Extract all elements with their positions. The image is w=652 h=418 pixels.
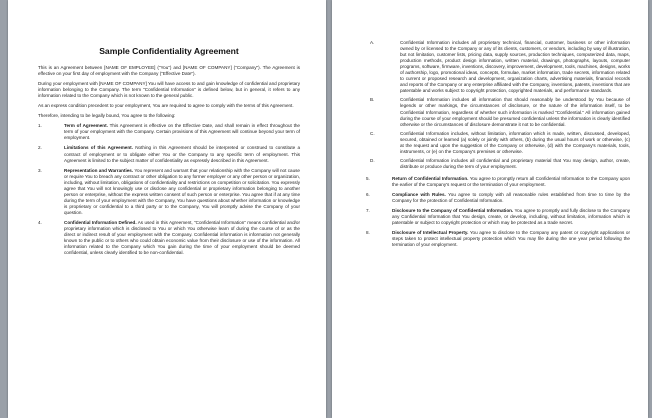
clause-text: You agree to promptly and fully disclose to the Company any Confidential Information that You design, create, or develop, including, without limitation, information which is patentable or subject to copyright protection or which may be protected as a trade secret. bbox=[392, 208, 631, 226]
subclause-letter: A. bbox=[370, 40, 375, 45]
clause-4 bbox=[38, 220, 300, 256]
clause-heading: Compliance with Rules. bbox=[392, 192, 446, 198]
document-page-2 bbox=[332, 0, 648, 418]
clause-8 bbox=[366, 230, 630, 248]
subclause-d bbox=[370, 158, 630, 170]
clause-number: 6. bbox=[366, 192, 370, 198]
clause-1 bbox=[38, 123, 300, 141]
clause-text: This Agreement is effective on the Effective Date, and shall remain in effect throughout the term of your employment with the Company. Certain provisions of this Agreement will continue beyond your term of employment. bbox=[64, 123, 300, 141]
subclause-c bbox=[370, 131, 630, 155]
clause-text: As used in this Agreement, "Confidential Information" means confidential and/or proprietary information which is disclosed to You or which You otherwise learn of during the course of or as the direct or indirect result of your employment with the Company. Confidential information is information not generally known to the public or to others who could obtain economic value from their disclosure or use of the information. All information related to the Company which You gain during the time of your employment should be deemed confidential, unless clearly identified to be non-confidential. bbox=[64, 219, 300, 256]
subclause-text: Confidential Information includes, without limitation, information which is made, written, discussed, developed, secured, obtained or learned (a) solely or jointly with others, (b) during the usual hours of work or otherwise, (c) at the request and upon the suggestion of the Company or otherwise, (d) with the Company's materials, tools, instruments, or (e) on the Company's premises or otherwise. bbox=[400, 130, 630, 154]
clause-heading: Term of Agreement. bbox=[64, 123, 108, 129]
clause-heading: Confidential Information Defined. bbox=[64, 219, 137, 225]
clause-heading: Representation and Warranties. bbox=[64, 167, 134, 173]
clause-7 bbox=[366, 208, 630, 226]
intro-paragraph: This is an Agreement between [NAME OF EMPLOYEE] ("You") and [NAME OF COMPANY] ("Company"). The Agreement is effective on your first day of employment with the Company ("Effective Date"). bbox=[38, 65, 300, 77]
clause-5 bbox=[366, 176, 630, 188]
clause-3 bbox=[38, 168, 300, 216]
clause-number: 8. bbox=[366, 230, 370, 236]
clause-2 bbox=[38, 145, 300, 163]
clause-heading: Disclosure to the Company of Confidential Information. bbox=[392, 208, 514, 214]
clause-heading: Limitations of this Agreement. bbox=[64, 145, 133, 151]
clause-text: You agree to comply with all reasonable rules established from time to time by the Company for the protection of Confidential Information. bbox=[392, 192, 631, 204]
clause-text: You represent and warrant that your relationship with the Company will not cause or require You to breach any contract or other obligation to any former employer or any other person or organization, including, without limitation, obligations of confidentiality and restrictions on competition or solicitation. You expressly agree that You will not knowingly use or disclose any confidential or proprietary information belonging to another person or enterprise, without the express written consent of such person or enterprise. You agree that if at any time during the term of your employment with the Company, You have questions about whether information or knowledge is proprietary or confidential to a third party or to the Company, You will promptly advise the Company of your question. bbox=[64, 167, 300, 215]
clause-number: 7. bbox=[366, 208, 370, 214]
subclause-text: Confidential Information includes all confidential and proprietary material that You may design, author, create, distribute or produce during the term of your employment. bbox=[400, 157, 630, 169]
subclause-text: Confidential Information includes all proprietary technical, financial, customer, business or other information owned by or licensed to the Company or any of its clients, customers, or vendors, including by way of illustration, but not limitation, customer lists, pricing data, supply sources, production techniques, computerized data, maps, production methods, product design information, written material, drawings, photographs, layouts, computer programs, software, firmware, inventions, discovery, improvement, development, tools, machines, designs, works of authorship, logo, promotional ideas, concepts, formulae, market information, trade secrets, information related to current or proposed research and development, organization charts, advertising materials, financial records and reports of the Company or any enterprise affiliated with the Company, inventions, patents, inventions that are patentable and works subject to copyright protection, copyrighted materials, and performance standards. bbox=[400, 40, 630, 94]
clause-number: 3. bbox=[38, 167, 42, 173]
subclause-b bbox=[370, 97, 630, 127]
subclause-letter: C. bbox=[370, 130, 375, 136]
clause-6 bbox=[366, 192, 630, 204]
clause-number: 2. bbox=[38, 145, 42, 151]
document-title: Sample Confidentiality Agreement bbox=[99, 46, 239, 56]
clause-number: 1. bbox=[38, 123, 42, 129]
clause-heading: Return of Confidential Information. bbox=[392, 175, 469, 181]
clause-heading: Disclosure of Intellectual Property. bbox=[392, 230, 469, 236]
subclause-letter: B. bbox=[370, 97, 375, 103]
agreement-lead-paragraph: Therefore, intending to be legally bound, You agree to the following: bbox=[38, 113, 176, 119]
subclause-text: Confidential Information includes all information that should reasonably be understood by You because of legends or other markings, the circumstances of disclosure, or the nature of the information itself, to be Confidential Information, regardless of whether such information is marked "Confidential." All information gained during the course of your employment should be presumed confidential unless the information is clearly identified otherwise or the circumstances of disclosure demonstrate it not to be confidential. bbox=[400, 97, 630, 127]
clause-number: 5. bbox=[366, 175, 370, 181]
subclause-letter: D. bbox=[370, 157, 375, 163]
condition-paragraph: As an express condition precedent to your employment, You are required to agree to comply with the terms of this Agreement. bbox=[38, 103, 294, 109]
clause-text: You agree to disclose to the Company any patent or copyright applications or steps taken to protect intellectual property protection which You may file during the one year period following the termination of your employment. bbox=[392, 230, 630, 248]
document-page-1 bbox=[8, 0, 326, 418]
clause-text: Nothing in this Agreement should be interpreted or construed to constitute a contract of employment or to obligate either You or the Company to any specific term of employment. This Agreement is limited to the subject matter of confidentiality as expressly described in this Agreement. bbox=[64, 145, 300, 163]
clause-text: You agree to promptly return all Confidential Information to the Company upon the earlier of the Company's request or the termination of your employment. bbox=[392, 175, 630, 187]
clause-number: 4. bbox=[38, 219, 42, 225]
access-paragraph: During your employment with [NAME OF COMPANY] You will have access to and gain knowledge of confidential and proprietary information belonging to the Company. The term "Confidential Information" is defined below, but in general, it refers to any information related to the Company which is not known to the general public. bbox=[38, 81, 300, 99]
subclause-a bbox=[370, 40, 630, 94]
